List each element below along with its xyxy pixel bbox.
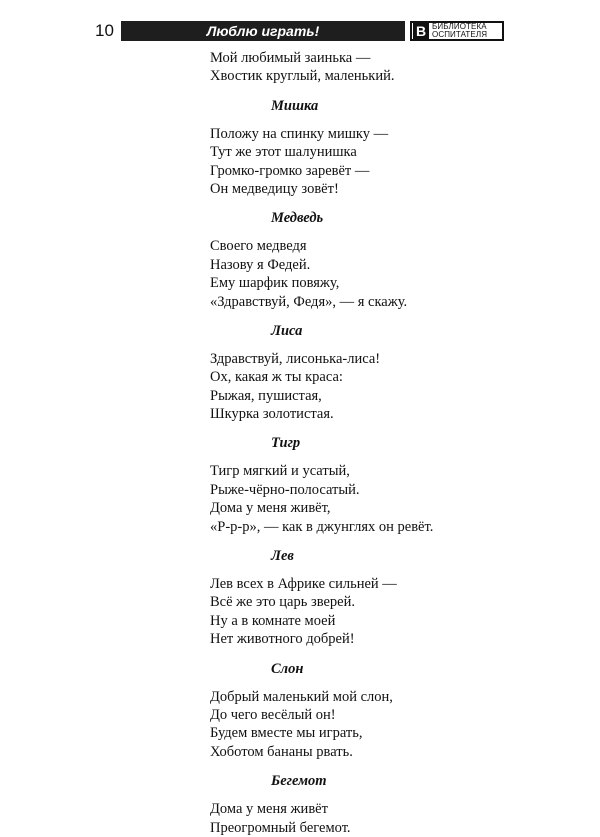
poem-line: Преогромный бегемот. <box>210 819 351 836</box>
poem-line: Рыже-чёрно-полосатый. <box>210 481 360 498</box>
series-logo <box>410 21 504 41</box>
poem-line: Дома у меня живёт, <box>210 500 331 517</box>
poem-line: Будем вместе мы играть, <box>210 725 363 742</box>
running-title-bar <box>121 21 405 41</box>
poem <box>210 209 520 311</box>
poem-heading: Тигр <box>271 435 301 452</box>
logo-text <box>432 23 487 39</box>
poem-line: Тигр мягкий и усатый, <box>210 463 350 480</box>
poem-line: Своего медведя <box>210 238 307 255</box>
poem-line: Тут же этот шалунишка <box>210 144 357 161</box>
poem-line: Нет животного добрей! <box>210 631 355 648</box>
poem-line: Он медведицу зовёт! <box>210 180 339 197</box>
poem-line: Положу на спинку мишку — <box>210 125 389 142</box>
poem-line: Громко-громко заревёт — <box>210 162 370 179</box>
logo-text-line-2: ОСПИТАТЕЛЯ <box>432 30 488 39</box>
poem <box>210 49 520 86</box>
poem-line: Шкурка золотистая. <box>210 406 334 423</box>
logo-letter: В <box>413 23 429 39</box>
poem-line: Ну а в комнате моей <box>210 612 336 629</box>
poem-line: Хвостик круглый, маленький. <box>210 68 395 85</box>
poem-line: Лев всех в Африке сильней — <box>210 576 397 593</box>
page-number: 10 <box>95 21 114 40</box>
poem-line: Ему шарфик повяжу, <box>210 275 340 292</box>
poem-line: Назову я Федей. <box>210 256 311 273</box>
poem-line: Дома у меня живёт <box>210 801 328 818</box>
poem-line: Всё же это царь зверей. <box>210 594 355 611</box>
poem <box>210 97 520 199</box>
poem-line: Рыжая, пушистая, <box>210 387 322 404</box>
poem-line: Ох, какая ж ты краса: <box>210 369 343 386</box>
poem-heading: Лиса <box>271 322 303 339</box>
poem-heading: Мишка <box>271 97 319 114</box>
poem-line: До чего весёлый он! <box>210 706 336 723</box>
poem-heading: Лев <box>271 548 294 565</box>
poem-heading: Слон <box>271 660 304 677</box>
poem-line: Хоботом бананы рвать. <box>210 743 353 760</box>
poem-line: «Здравствуй, Федя», — я скажу. <box>210 293 408 310</box>
poem-heading: Бегемот <box>271 773 327 790</box>
logo-text-line-1: БИБЛИОТЕКА <box>432 22 487 31</box>
poem <box>210 322 520 424</box>
poem-heading: Медведь <box>271 210 324 227</box>
poem <box>210 434 520 536</box>
poem <box>210 547 520 649</box>
poem-line: Здравствуй, лисонька-лиса! <box>210 350 381 367</box>
poem-line: «Р-р-р», — как в джунглях он ревёт. <box>210 518 434 535</box>
poem-list <box>210 49 520 837</box>
poem <box>210 660 520 762</box>
poem-line: Добрый маленький мой слон, <box>210 688 393 705</box>
poem-line: Мой любимый заинька — <box>210 50 371 66</box>
poem <box>210 772 520 837</box>
running-title: Люблю играть! <box>206 23 320 39</box>
page-header <box>95 21 504 41</box>
